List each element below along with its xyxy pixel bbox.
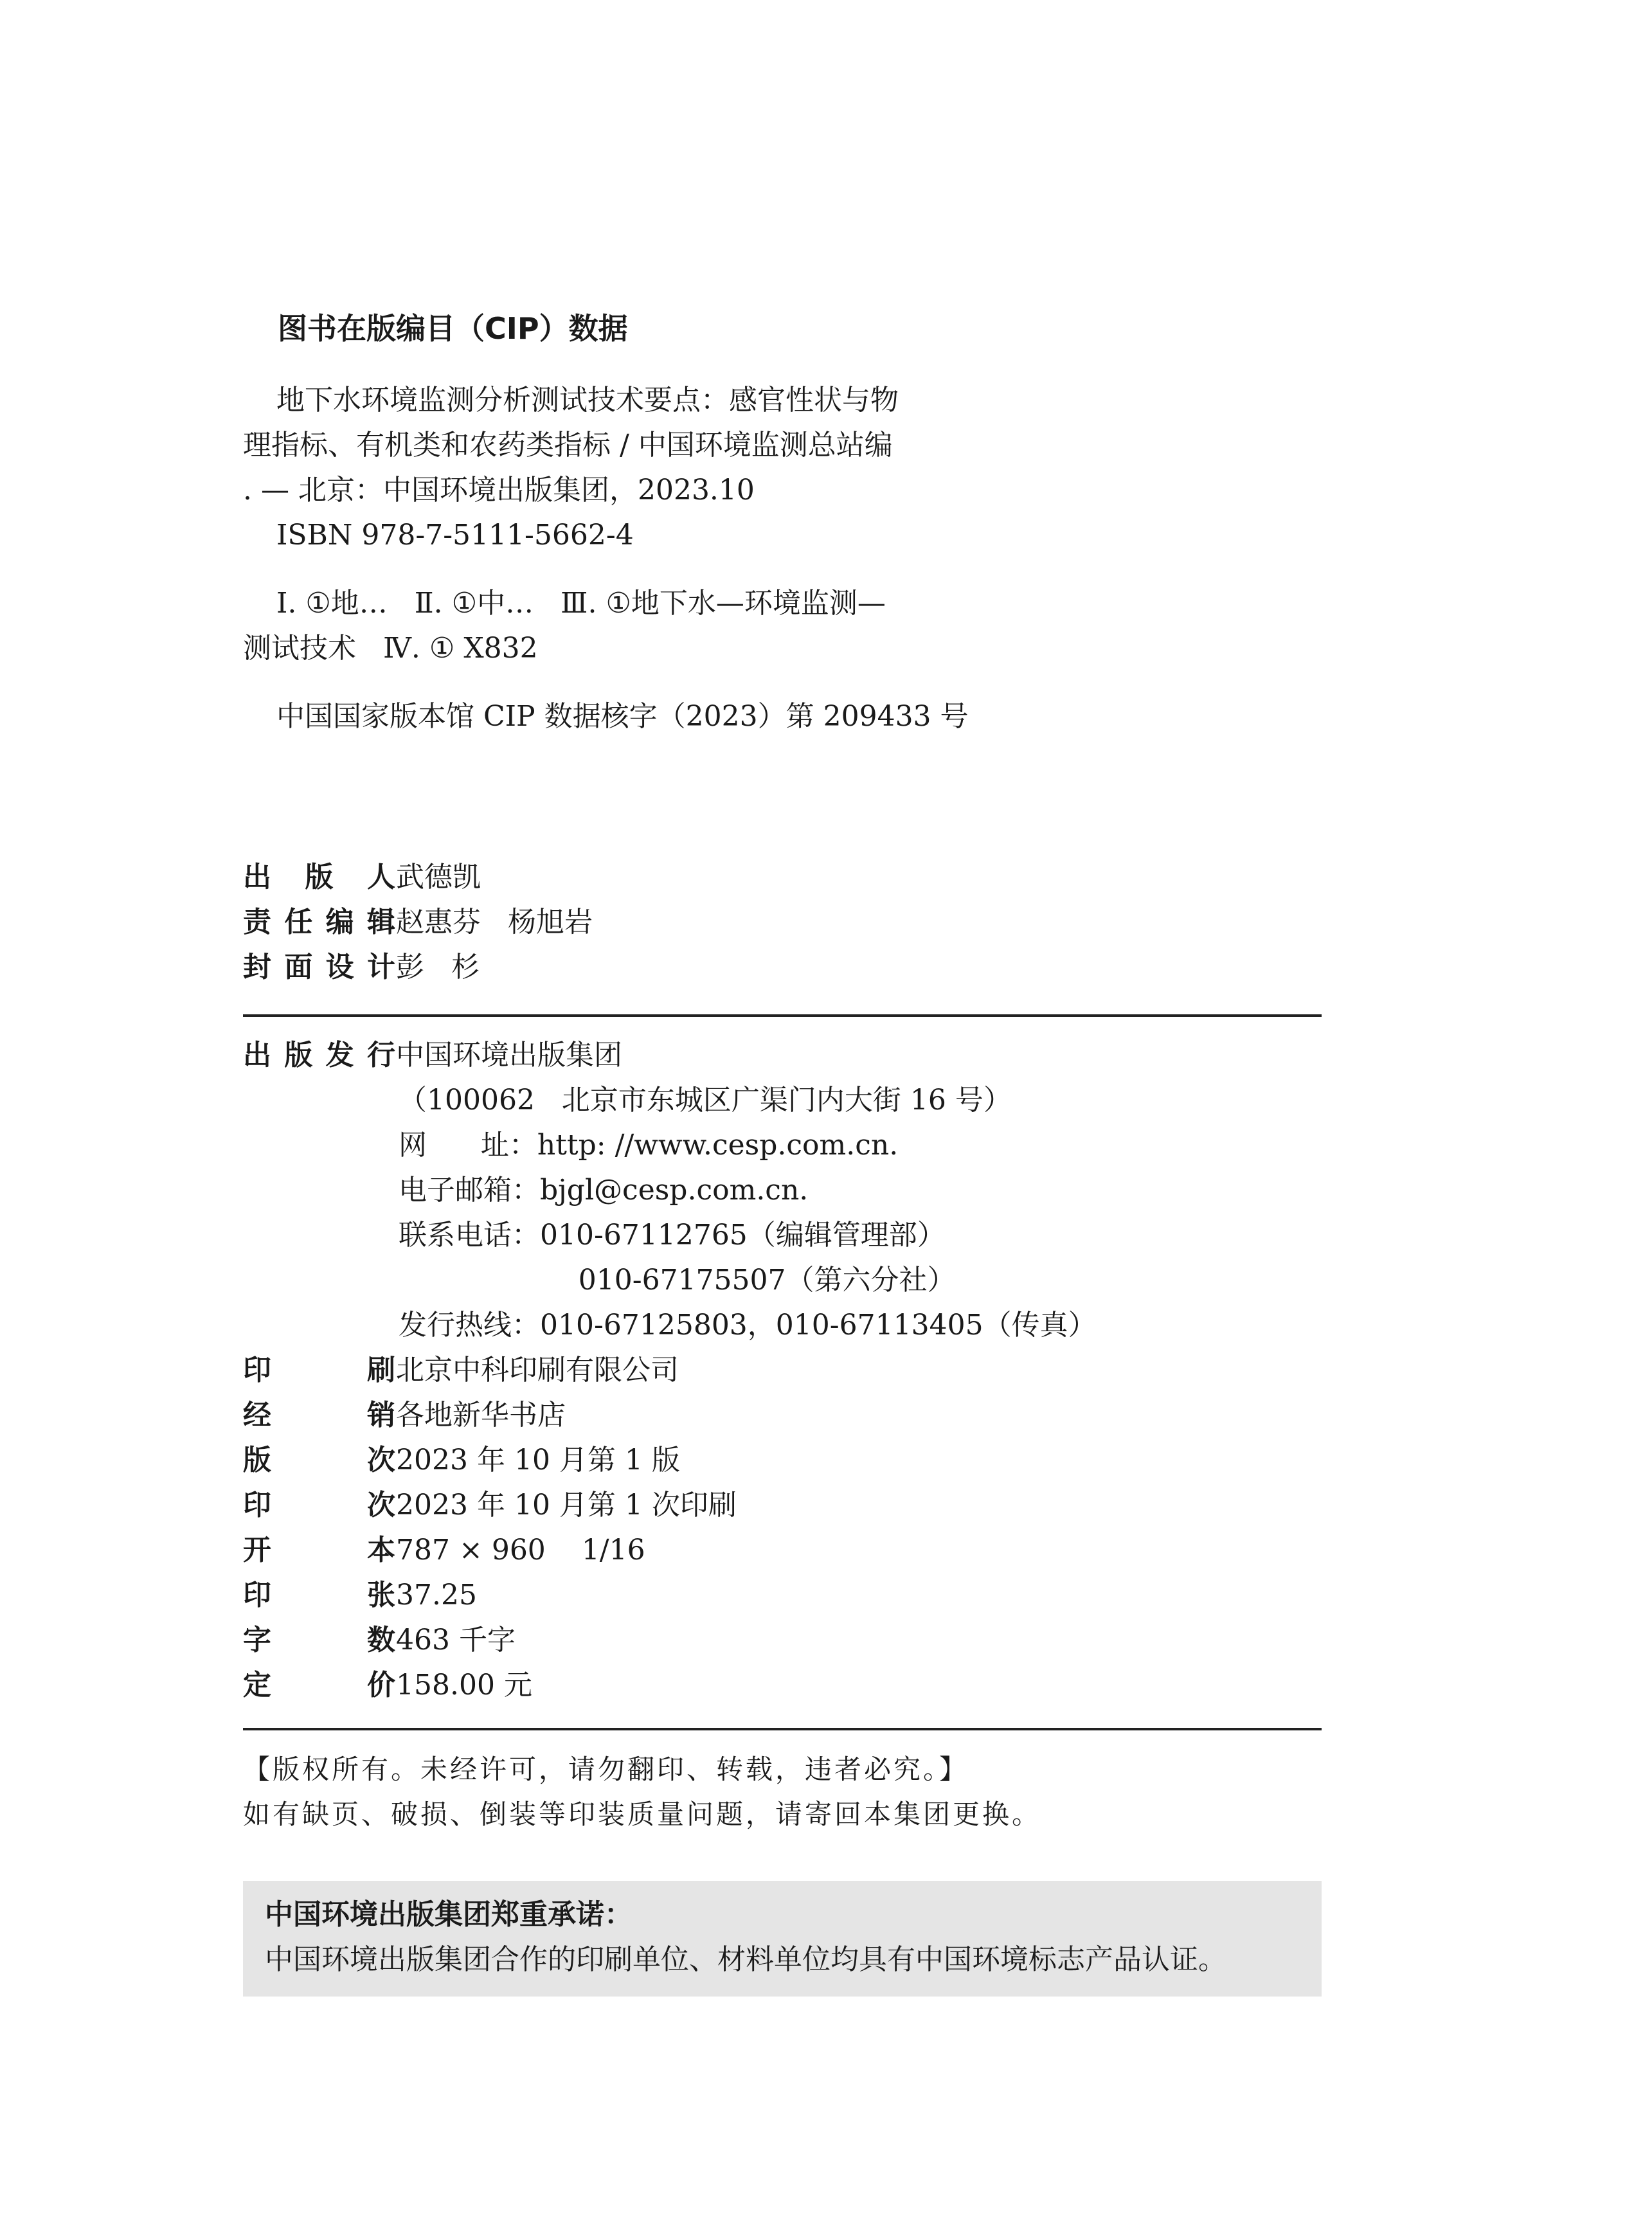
cip-title: 图书在版编目（CIP）数据: [278, 311, 628, 346]
publisher-email: 电子邮箱：bjgl@cesp.com.cn.: [399, 1174, 809, 1207]
staff-label: 责任编辑: [243, 906, 396, 938]
staff-row: [243, 945, 593, 990]
cip-record: [243, 378, 1336, 739]
detail-label: 定 价: [243, 1669, 396, 1701]
cip-check-number: 中国国家版本馆 CIP 数据核字（2023）第 209433 号: [276, 700, 969, 733]
detail-row: [243, 1348, 1322, 1393]
publisher-name: 中国环境出版集团: [396, 1039, 622, 1072]
cip-line: 地下水环境监测分析测试技术要点：感官性状与物: [276, 384, 899, 417]
detail-value: 463 千字: [396, 1624, 516, 1656]
detail-value: 北京中科印刷有限公司: [396, 1354, 679, 1387]
detail-label: 字 数: [243, 1624, 396, 1656]
detail-value: 各地新华书店: [396, 1399, 566, 1432]
detail-label: 印 刷: [243, 1354, 396, 1387]
detail-value: 158.00 元: [396, 1669, 532, 1701]
detail-row: [243, 1663, 1322, 1708]
detail-label: 印 张: [243, 1579, 396, 1611]
cip-line: . — 北京：中国环境出版集团，2023.10: [243, 474, 755, 507]
commitment-heading: 中国环境出版集团郑重承诺：: [265, 1898, 633, 1931]
cip-line: 理指标、有机类和农药类指标 / 中国环境监测总站编: [243, 429, 893, 462]
detail-value: 37.25: [396, 1579, 477, 1611]
detail-row: [243, 1483, 1322, 1528]
publisher-phone: 联系电话：010-67112765（编辑管理部）: [399, 1219, 946, 1252]
divider: [243, 1014, 1322, 1017]
publisher-address: （100062 北京市东城区广渠门内大街 16 号）: [399, 1084, 1012, 1117]
detail-row: [243, 1528, 1322, 1573]
staff-value: 赵惠芬 杨旭岩: [396, 906, 593, 938]
copyright-line: 如有缺页、破损、倒装等印装质量问题，请寄回本集团更换。: [243, 1799, 1042, 1830]
publisher-label: 出版发行: [243, 1039, 396, 1072]
staff-value: 武德凯: [396, 861, 481, 893]
commitment-box: [243, 1881, 1322, 1997]
copyright-notice: [243, 1747, 1041, 1837]
staff-row: [243, 855, 593, 900]
staff-row: [243, 900, 593, 945]
staff-label: 出 版 人: [243, 861, 396, 893]
classification-line: 测试技术 Ⅳ. ① X832: [243, 632, 538, 665]
detail-label: 版 次: [243, 1444, 396, 1477]
detail-row: [243, 1393, 1322, 1438]
divider: [243, 1728, 1322, 1730]
publication-info: [243, 1033, 1322, 1708]
detail-row: [243, 1573, 1322, 1618]
detail-row: [243, 1438, 1322, 1483]
detail-value: 2023 年 10 月第 1 版: [396, 1444, 680, 1477]
detail-label: 开 本: [243, 1534, 396, 1566]
commitment-text: 中国环境出版集团合作的印刷单位、材料单位均具有中国环境标志产品认证。: [265, 1943, 1226, 1976]
detail-row: [243, 1618, 1322, 1663]
detail-value: 787 × 960 1/16: [396, 1534, 645, 1566]
detail-value: 2023 年 10 月第 1 次印刷: [396, 1489, 737, 1521]
detail-label: 经 销: [243, 1399, 396, 1432]
classification-line: Ⅰ. ①地… Ⅱ. ①中… Ⅲ. ①地下水—环境监测—: [276, 587, 886, 620]
detail-label: 印 次: [243, 1489, 396, 1521]
staff-value: 彭 杉: [396, 951, 480, 983]
publisher-hotline: 发行热线：010-67125803，010-67113405（传真）: [399, 1309, 1097, 1342]
publisher-phone: 010-67175507（第六分社）: [399, 1264, 956, 1297]
copyright-line: 【版权所有。未经许可，请勿翻印、转载，违者必究。】: [243, 1754, 969, 1785]
isbn-line: ISBN 978-7-5111-5662-4: [276, 519, 634, 552]
staff-list: [243, 855, 593, 990]
publisher-website: 网 址：http: //www.cesp.com.cn.: [399, 1129, 899, 1162]
publisher-row: [243, 1033, 1322, 1078]
staff-label: 封面设计: [243, 951, 396, 983]
